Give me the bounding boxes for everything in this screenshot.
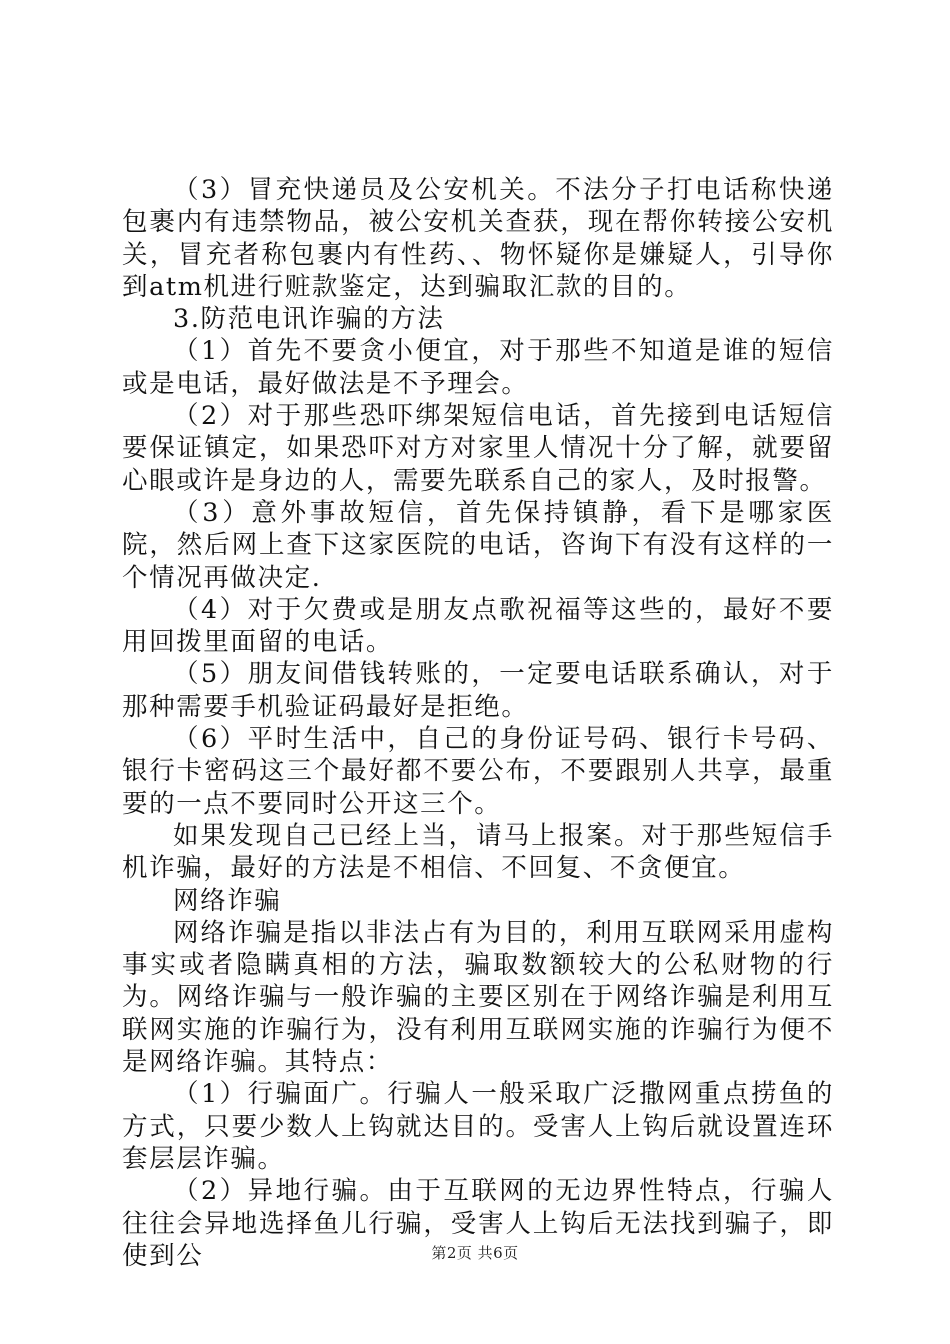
paragraph-feature-1: （1）行骗面广。行骗人一般采取广泛撒网重点捞鱼的方式，只要少数人上钩就达目的。受害人上钩后就设置连环套层层诈骗。	[122, 1079, 834, 1174]
paragraph-tip-5: （5）朋友间借钱转账的，一定要电话联系确认，对于那种需要手机验证码最好是拒绝。	[122, 659, 834, 722]
paragraph-tip-6: （6）平时生活中，自己的身份证号码、银行卡号码、银行卡密码这三个最好都不要公布，不要跟别人共享，最重要的一点不要同时公开这三个。	[122, 724, 834, 819]
paragraph-tip-4: （4）对于欠费或是朋友点歌祝福等这些的，最好不要用回拨里面留的电话。	[122, 594, 834, 658]
paragraph-impersonation-courier-police: （3）冒充快递员及公安机关。不法分子打电话称快递包裹内有违禁物品，被公安机关查获，现在帮你转接公安机关，冒充者称包裹内有性药、、物怀疑你是嫌疑人，引导你到atm机进行赃款鉴定，达到骗取汇款的目的。	[122, 175, 834, 302]
section-heading-online-fraud: 网络诈骗	[173, 885, 282, 916]
paragraph-tip-2: （2）对于那些恐吓绑架短信电话，首先接到电话短信要保证镇定，如果恐吓对方对家里人情况十分了解，就要留心眼或许是身边的人，需要先联系自己的家人，及时报警。	[122, 401, 834, 496]
paragraph-tip-1: （1）首先不要贪小便宜，对于那些不知道是谁的短信或是电话，最好做法是不予理会。	[122, 336, 834, 399]
paragraph-online-fraud-definition: 网络诈骗是指以非法占有为目的，利用互联网采用虚构事实或者隐瞒真相的方法，骗取数额较大的公私财物的行为。网络诈骗与一般诈骗的主要区别在于网络诈骗是利用互联网实施的诈骗行为，没有利用互联网实施的诈骗行为便不是网络诈骗。其特点：	[122, 917, 834, 1078]
paragraph-feature-2: （2）异地行骗。由于互联网的无边界性特点，行骗人往往会异地选择鱼儿行骗，受害人上钩后无法找到骗子，即使到公	[122, 1176, 834, 1271]
page-number-footer: 第2页 共6页	[431, 1244, 519, 1262]
document-body	[122, 174, 834, 1272]
section-heading-prevention-methods: 3.防范电讯诈骗的方法	[173, 304, 445, 335]
paragraph-tip-3: （3）意外事故短信，首先保持镇静，看下是哪家医院，然后网上查下这家医院的电话，咨询下有没有这样的一个情况再做决定.	[122, 497, 834, 593]
paragraph-report-advice: 如果发现自己已经上当，请马上报案。对于那些短信手机诈骗，最好的方法是不相信、不回复、不贪便宜。	[122, 820, 834, 884]
